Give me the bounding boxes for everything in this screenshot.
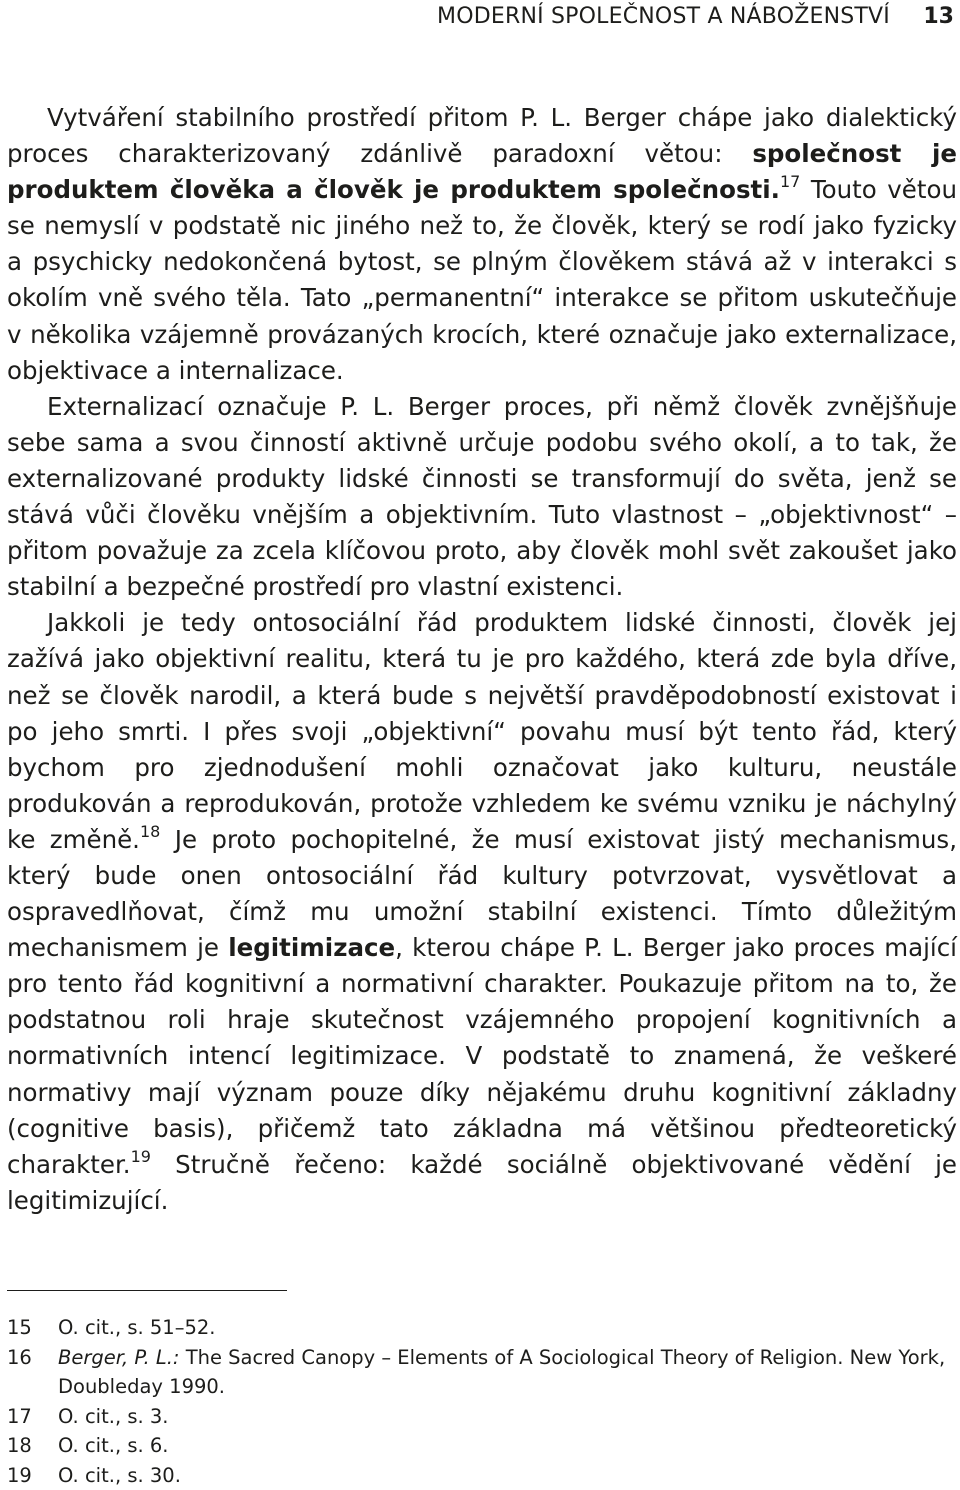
p3-text-2: Je proto pochopitelné, že musí existovat jistý mechanismus, který bude onen ontosociální řád kultury potvrzovat, vysvětlovat a ospravedlňovat, čímž mu umožní stabilní existenci. Tímto důležitým mechanismem je: [7, 825, 957, 962]
footnote-text: [58, 1343, 957, 1402]
footnote-16: [7, 1343, 957, 1402]
footnote-text: O. cit., s. 6.: [58, 1431, 957, 1461]
footnote-18: [7, 1431, 957, 1461]
footnote-title: The Sacred Canopy – Elements of A Sociological Theory of Religion. New York, Doubleday 1990.: [58, 1346, 945, 1399]
paragraph-2: Externalizací označuje P. L. Berger proces, při němž člověk zvnějšňuje sebe sama a svou činností aktivně určuje podobu svého okolí, a to tak, že externalizované produkty lidské činnosti se transformují do světa, jenž se stává vůči člověku vnějším a objektivním. Tuto vlastnost – „objektivnost“ – přitom považuje za zcela klíčovou proto, aby člověk mohl svět zakoušet jako stabilní a bezpečné prostředí pro vlastní existenci.: [7, 389, 957, 606]
footnote-text: O. cit., s. 51–52.: [58, 1313, 957, 1343]
p1-text-2: Touto větou se nemyslí v podstatě nic jiného než to, že člověk, který se rodí jako fyzicky a psychicky nedokončená bytost, se plným člověkem stává až v interakci s okolím vně svého těla. Tato „permanentní“ interakce se přitom uskutečňuje v několika vzájemně provázaných krocích, které označuje jako externalizace, objektivace a internalizace.: [7, 175, 957, 384]
footnote-15: [7, 1313, 957, 1343]
p3-text-3: , kterou chápe P. L. Berger jako proces mající pro tento řád kognitivní a normativní charakter. Poukazuje přitom na to, že podstatnou roli hraje skutečnost vzájemného propojení kognitivních a normativních intencí legitimizace. V podstatě to znamená, že veškeré normativy mají význam pouze díky nějakému druhu kognitivní základny (cognitive basis), přičemž tato základna má většinou předteoretický charakter.: [7, 933, 957, 1179]
body-text: [7, 100, 957, 1219]
paragraph-3: [7, 605, 957, 1219]
footnote-divider: [7, 1290, 287, 1291]
footnote-number: 18: [7, 1431, 58, 1461]
footnotes: [7, 1313, 957, 1490]
footnote-19: [7, 1461, 957, 1490]
footnote-ref-17[interactable]: 17: [780, 172, 800, 191]
footnote-text: O. cit., s. 3.: [58, 1402, 957, 1432]
paragraph-1: [7, 100, 957, 389]
p3-text-1: Jakkoli je tedy ontosociální řád produktem lidské činnosti, člověk jej zažívá jako objektivní realitu, která tu je pro každého, která zde byla dříve, než se člověk narodil, a která bude s největší pravděpodobností existovat i po jeho smrti. I přes svoji „objektivní“ povahu musí být tento řád, který bychom pro zjednodušení mohli označovat jako kulturu, neustále produkován a reprodukován, protože vzhledem ke svému vzniku je náchylný ke změně.: [7, 608, 957, 854]
footnote-ref-18[interactable]: 18: [140, 822, 160, 841]
footnote-17: [7, 1402, 957, 1432]
p3-text-4: Stručně řečeno: každé sociálně objektivované vědění je legitimizující.: [7, 1150, 957, 1215]
footnote-ref-19[interactable]: 19: [131, 1147, 151, 1166]
page-number: 13: [923, 4, 954, 29]
footnote-author: Berger, P. L.:: [58, 1346, 180, 1369]
page-header: [0, 4, 960, 34]
footnote-text: O. cit., s. 30.: [58, 1461, 957, 1490]
footnote-number: 19: [7, 1461, 58, 1490]
p1-text-1: Vytváření stabilního prostředí přitom P. L. Berger chápe jako dialektický proces charakterizovaný zdánlivě paradoxní větou:: [7, 103, 957, 168]
p3-bold-term: legitimizace: [228, 933, 395, 962]
footnote-number: 17: [7, 1402, 58, 1432]
p1-bold-thesis: společnost je produktem člověka a člověk je produktem společnosti.: [7, 139, 957, 204]
footnote-number: 15: [7, 1313, 58, 1343]
running-title: MODERNÍ SPOLEČNOST A NÁBOŽENSTVÍ: [437, 4, 890, 29]
footnote-number: 16: [7, 1343, 58, 1402]
